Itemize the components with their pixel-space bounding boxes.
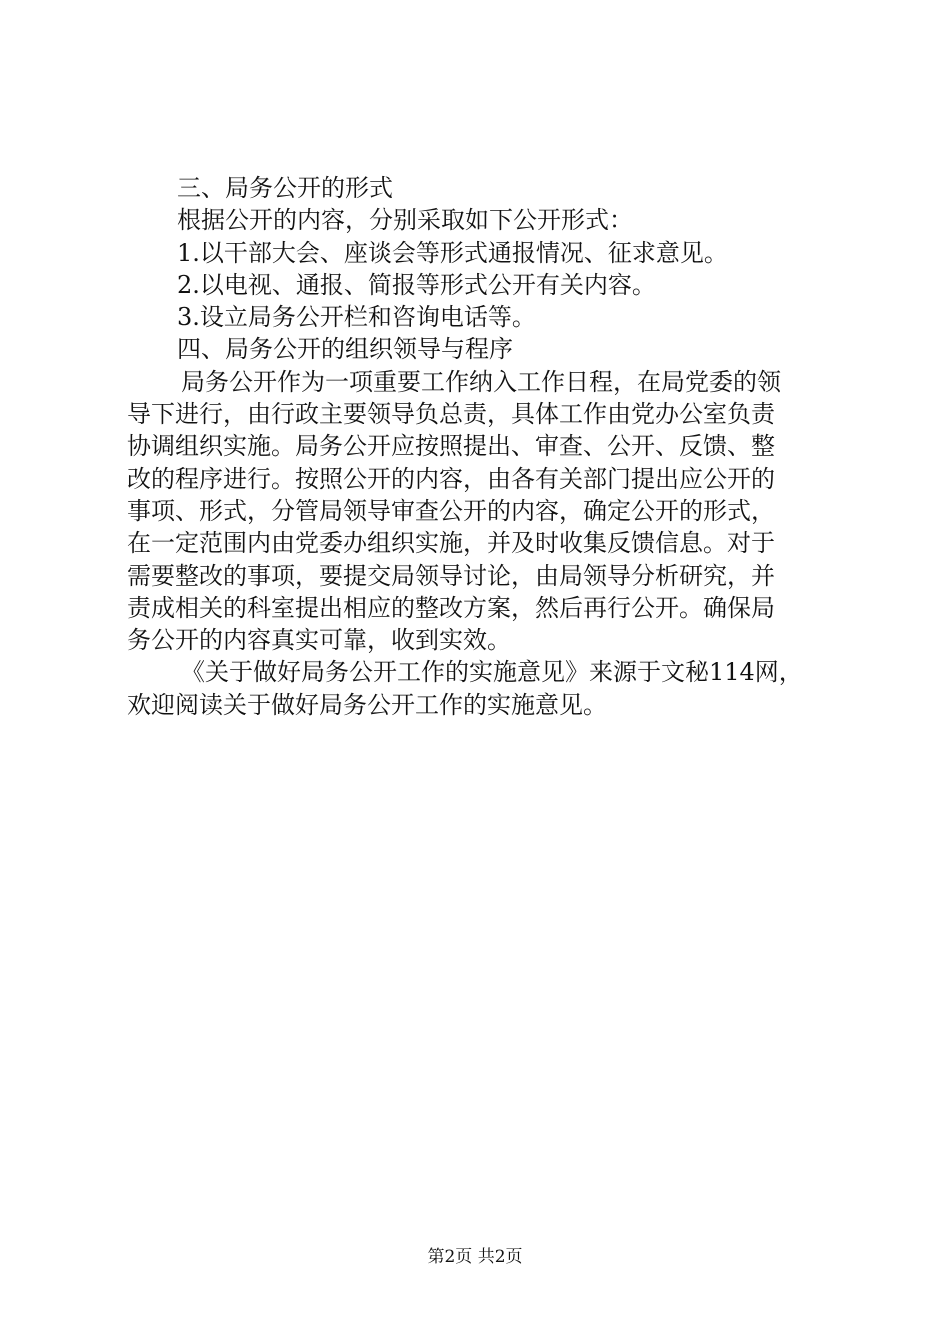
- section-heading-three: 三、局务公开的形式: [177, 174, 393, 202]
- paragraph-line: 责成相关的科室提出相应的整改方案，然后再行公开。确保局: [127, 593, 775, 622]
- paragraph-line: 欢迎阅读关于做好局务公开工作的实施意见。: [127, 690, 607, 719]
- main-paragraph: [127, 366, 827, 657]
- paragraph-line: 务公开的内容真实可靠，收到实效。: [127, 626, 511, 655]
- source-paragraph: [127, 656, 827, 721]
- list-item: 3.设立局务公开栏和咨询电话等。: [177, 303, 536, 332]
- paragraph-line: 导下进行，由行政主要领导负总责，具体工作由党办公室负责: [127, 400, 775, 429]
- paragraph-line: 在一定范围内由党委办组织实施，并及时收集反馈信息。对于: [127, 529, 775, 558]
- list-item: 2.以电视、通报、简报等形式公开有关内容。: [177, 270, 656, 299]
- section-heading-four: 四、局务公开的组织领导与程序: [177, 335, 513, 364]
- paragraph-line: 《关于做好局务公开工作的实施意见》来源于文秘114网，: [181, 658, 803, 687]
- paragraph-line: 局务公开作为一项重要工作纳入工作日程，在局党委的领: [181, 367, 781, 396]
- paragraph-line: 需要整改的事项，要提交局领导讨论，由局领导分析研究，并: [127, 561, 775, 590]
- intro-line: 根据公开的内容，分别采取如下公开形式：: [177, 206, 633, 235]
- page-number-footer: 第2页 共2页: [427, 1247, 523, 1267]
- document-body: [127, 172, 827, 721]
- paragraph-line: 改的程序进行。按照公开的内容，由各有关部门提出应公开的: [127, 464, 775, 493]
- paragraph-line: 事项、形式，分管局领导审查公开的内容，确定公开的形式，: [127, 496, 775, 525]
- paragraph-line: 协调组织实施。局务公开应按照提出、审查、公开、反馈、整: [127, 432, 775, 461]
- list-item: 1.以干部大会、座谈会等形式通报情况、征求意见。: [177, 238, 728, 267]
